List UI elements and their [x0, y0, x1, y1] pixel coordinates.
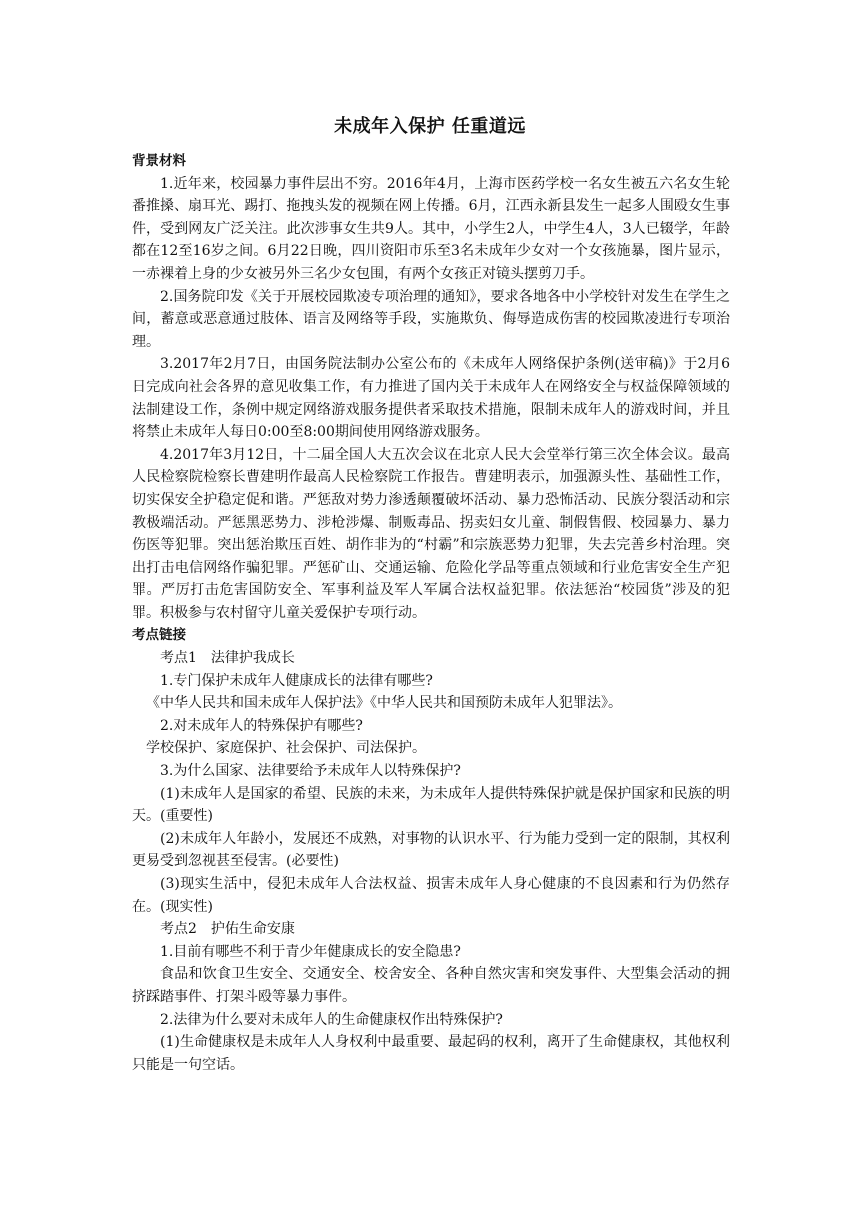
- question: 3.为什么国家、法律要给予未成年人以特殊保护?: [160, 763, 461, 780]
- document-body: [132, 150, 730, 1076]
- document-title: 未成年入保护 任重道远: [334, 116, 526, 137]
- point-title: 考点1 法律护我成长: [160, 650, 295, 667]
- answer: 食品和饮食卫生安全、交通安全、校舍安全、各种自然灾害和突发事件、大型集会活动的拥挤踩踏事件、打架斗殴等暴力事件。: [132, 966, 730, 1005]
- section-heading-links: 考点链接: [132, 627, 186, 644]
- background-paragraph: 2.国务院印发《关于开展校园欺凌专项治理的通知》，要求各地各中小学校针对发生在学生之间，蓄意或恶意通过肢体、语言及网络等手段，实施欺负、侮辱造成伤害的校园欺凌进行专项治理。: [132, 288, 730, 350]
- point-title: 考点2 护佑生命安康: [160, 921, 295, 938]
- answer: (1)生命健康权是未成年人人身权利中最重要、最起码的权利，离开了生命健康权，其他权利只能是一句空话。: [132, 1034, 730, 1073]
- question: 2.法律为什么要对未成年人的生命健康权作出特殊保护?: [160, 1011, 503, 1028]
- question: 2.对未成年人的特殊保护有哪些?: [160, 717, 363, 734]
- background-paragraph: 3.2017年2月7日，由国务院法制办公室公布的《未成年人网络保护条例(送审稿)》于2月6日完成向社会各界的意见收集工作，有力推进了国内关于未成年人在网络安全与权益保障领域的法制建设工作，条例中规定网络游戏服务提供者采取技术措施，限制未成年人的游戏时间，并且将禁止未成年人每日0:00至8:00期间使用网络游戏服务。: [132, 356, 730, 441]
- background-paragraph: 1.近年来，校园暴力事件层出不穷。2016年4月，上海市医药学校一名女生被五六名女生轮番推搡、扇耳光、踢打、拖拽头发的视频在网上传播。6月，江西永新县发生一起多人围殴女生事件，受到网友广泛关注。此次涉事女生共9人。其中，小学生2人，中学生4人，3人已辍学，年龄都在12至16岁之间。6月22日晚，四川资阳市乐至3名未成年少女对一个女孩施暴，图片显示，一赤裸着上身的少女被另外三名少女包围，有两个女孩正对镜头摆剪刀手。: [132, 175, 730, 282]
- answer: (3)现实生活中，侵犯未成年人合法权益、损害未成年人身心健康的不良因素和行为仍然存在。(现实性): [132, 876, 730, 915]
- question: 1.专门保护未成年人健康成长的法律有哪些?: [160, 672, 433, 689]
- answer: 《中华人民共和国未成年人保护法》《中华人民共和国预防未成年人犯罪法》。: [146, 695, 622, 712]
- answer: 学校保护、家庭保护、社会保护、司法保护。: [146, 740, 426, 757]
- question: 1.目前有哪些不利于青少年健康成长的安全隐患?: [160, 943, 461, 960]
- answer: (2)未成年人年龄小，发展还不成熟，对事物的认识水平、行为能力受到一定的限制，其权利更易受到忽视甚至侵害。(必要性): [132, 830, 730, 870]
- answer: (1)未成年人是国家的希望、民族的未来，为未成年人提供特殊保护就是保护国家和民族的明天。(重要性): [132, 785, 730, 825]
- background-paragraph: 4.2017年3月12日，十二届全国人大五次会议在北京人民大会堂举行第三次全体会议。最高人民检察院检察长曹建明作最高人民检察院工作报告。曹建明表示，加强源头性、基础性工作，切实保安全护稳定促和谐。严惩敌对势力渗透颠覆破坏活动、暴力恐怖活动、民族分裂活动和宗教极端活动。严惩黑恶势力、涉枪涉爆、制贩毒品、拐卖妇女儿童、制假售假、校园暴力、暴力伤医等犯罪。突出惩治欺压百姓、胡作非为的“村霸”和宗族恶势力犯罪，失去完善乡村治理。突出打击电信网络作骗犯罪。严惩矿山、交通运输、危险化学品等重点领域和行业危害安全生产犯罪。严厉打击危害国防安全、军事利益及军人军属合法权益犯罪。依法惩治“校园货”涉及的犯罪。积极参与农村留守儿童关爱保护专项行动。: [132, 446, 730, 621]
- section-heading-background: 背景材料: [132, 153, 186, 169]
